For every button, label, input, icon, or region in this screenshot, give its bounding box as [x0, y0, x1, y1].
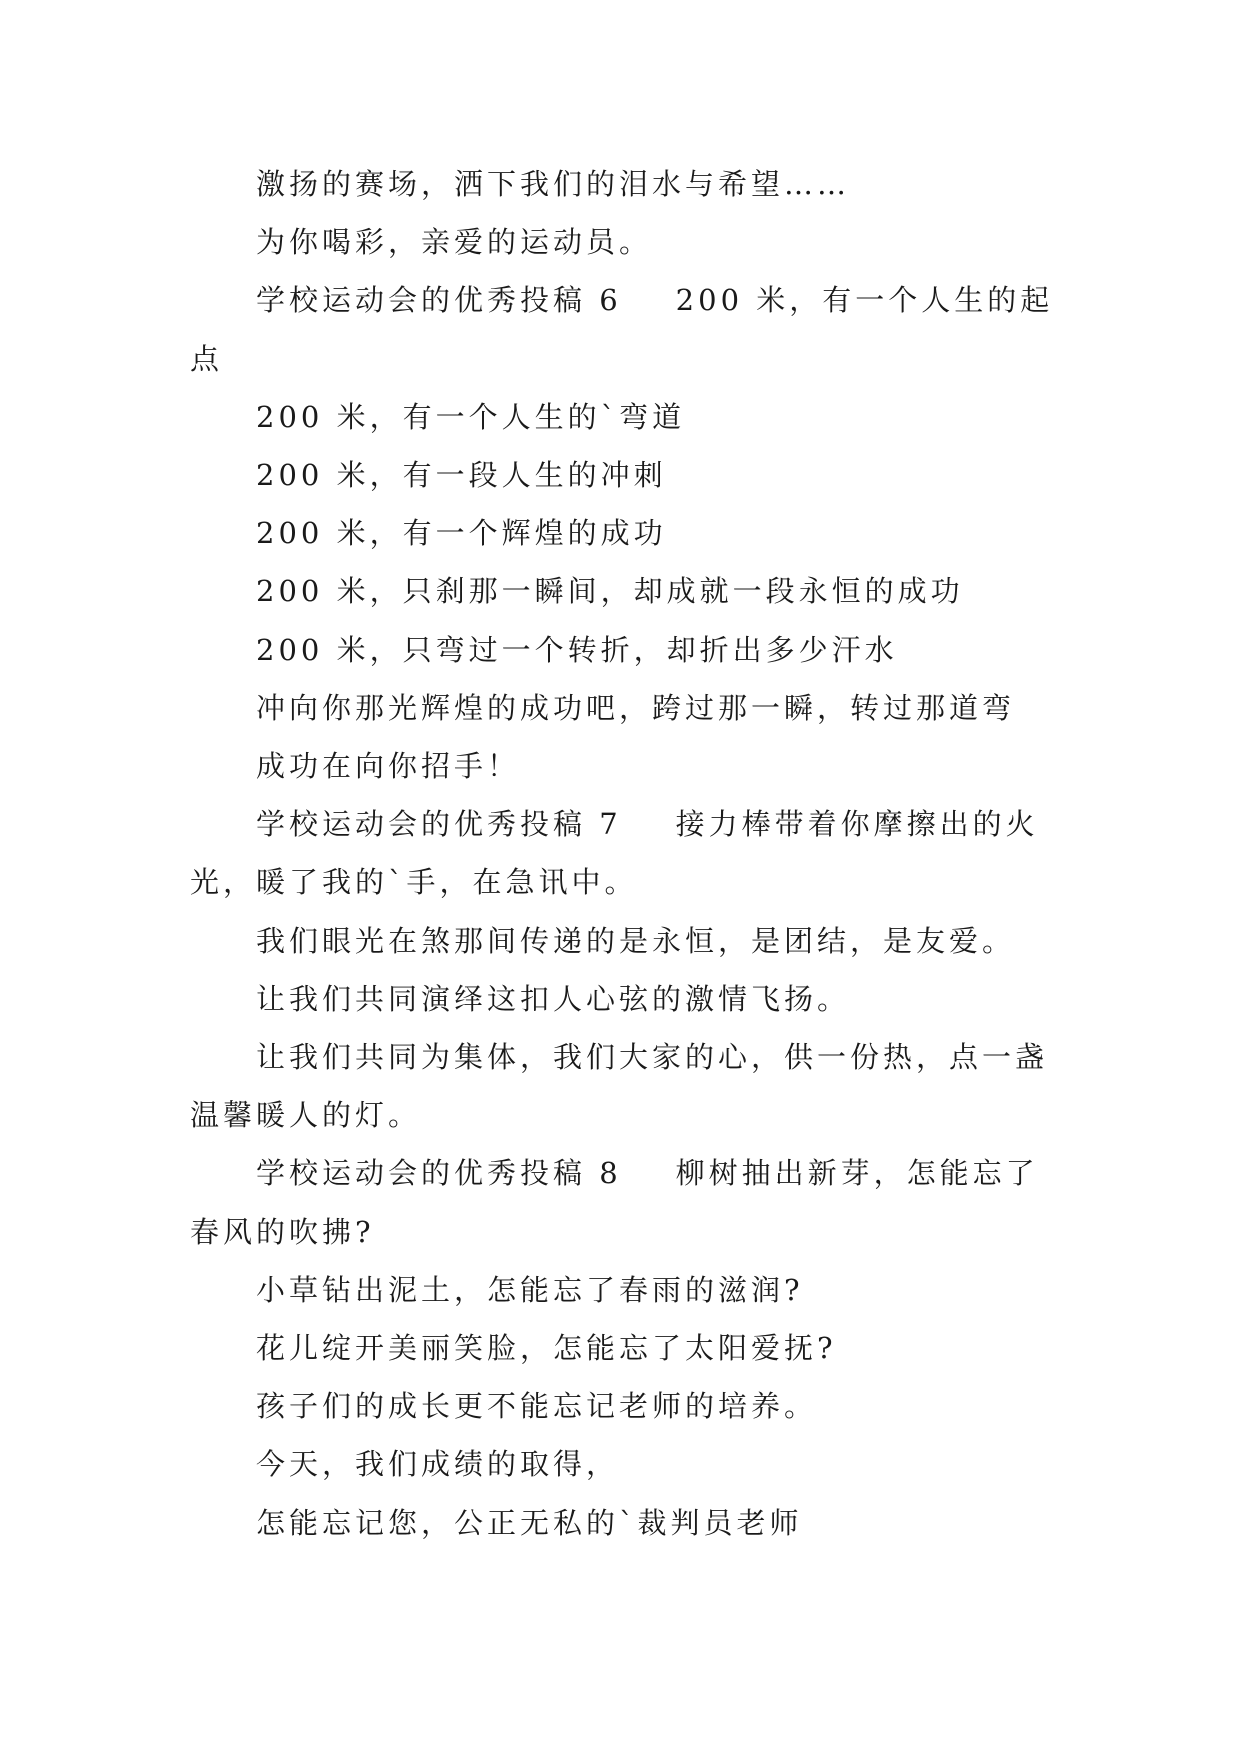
paragraph-text: 孩子们的成长更不能忘记老师的培养。	[256, 1389, 818, 1424]
paragraph-text: 200 米，有一个人生的`弯道	[256, 399, 686, 434]
paragraph-text: 成功在向你招手！	[256, 749, 521, 784]
paragraph	[190, 1028, 1060, 1144]
section-heading: 学校运动会的优秀投稿 6	[256, 283, 622, 318]
section-paragraph	[190, 795, 1060, 911]
paragraph-text: 200 米，有一个辉煌的成功	[256, 516, 667, 551]
paragraph-text: 我们眼光在煞那间传递的是永恒，是团结，是友爱。	[256, 923, 1016, 958]
paragraph	[190, 1319, 1060, 1377]
paragraph-text: 让我们共同演绎这扣人心弦的激情飞扬。	[256, 981, 851, 1016]
paragraph	[190, 1377, 1060, 1435]
paragraph-text: 200 米，只刹那一瞬间，却成就一段永恒的成功	[256, 574, 964, 609]
paragraph	[190, 213, 1060, 271]
paragraph-text: 冲向你那光辉煌的成功吧，跨过那一瞬，转过那道弯	[256, 690, 1016, 725]
paragraph	[190, 504, 1060, 562]
paragraph	[190, 1261, 1060, 1319]
paragraph	[190, 562, 1060, 620]
paragraph-text: 让我们共同为集体，我们大家的心，供一份热，点一盏温馨暖人的灯。	[190, 1040, 1049, 1133]
paragraph	[190, 388, 1060, 446]
paragraph	[190, 155, 1060, 213]
paragraph-text: 200 米，只弯过一个转折，却折出多少汗水	[256, 632, 898, 667]
document-body	[190, 155, 1060, 1552]
paragraph	[190, 970, 1060, 1028]
section-paragraph	[190, 271, 1060, 387]
paragraph-text: 怎能忘记您，公正无私的`裁判员老师	[256, 1505, 803, 1540]
paragraph	[190, 621, 1060, 679]
paragraph	[190, 912, 1060, 970]
paragraph-text: 柳树抽出新芽，怎能忘了春风的吹拂?	[190, 1156, 1039, 1249]
paragraph-text: 花儿绽开美丽笑脸，怎能忘了太阳爱抚?	[256, 1331, 837, 1366]
section-heading: 学校运动会的优秀投稿 8	[256, 1156, 622, 1191]
paragraph	[190, 1494, 1060, 1552]
paragraph-text: 接力棒带着你摩擦出的火光，暖了我的`手，在急讯中。	[190, 807, 1039, 900]
paragraph	[190, 737, 1060, 795]
paragraph-text: 激扬的赛场，洒下我们的泪水与希望……	[256, 167, 851, 201]
paragraph	[190, 446, 1060, 504]
paragraph-text: 200 米，有一段人生的冲刺	[256, 458, 667, 493]
paragraph-text: 200 米，有一个人生的起点	[190, 283, 1054, 376]
paragraph-text: 小草钻出泥土，怎能忘了春雨的滋润?	[256, 1272, 804, 1307]
section-paragraph	[190, 1144, 1060, 1260]
section-heading: 学校运动会的优秀投稿 7	[256, 807, 622, 842]
paragraph	[190, 679, 1060, 737]
paragraph-text: 今天，我们成绩的取得，	[256, 1447, 620, 1482]
paragraph-text: 为你喝彩，亲爱的运动员。	[256, 225, 653, 260]
paragraph	[190, 1435, 1060, 1493]
